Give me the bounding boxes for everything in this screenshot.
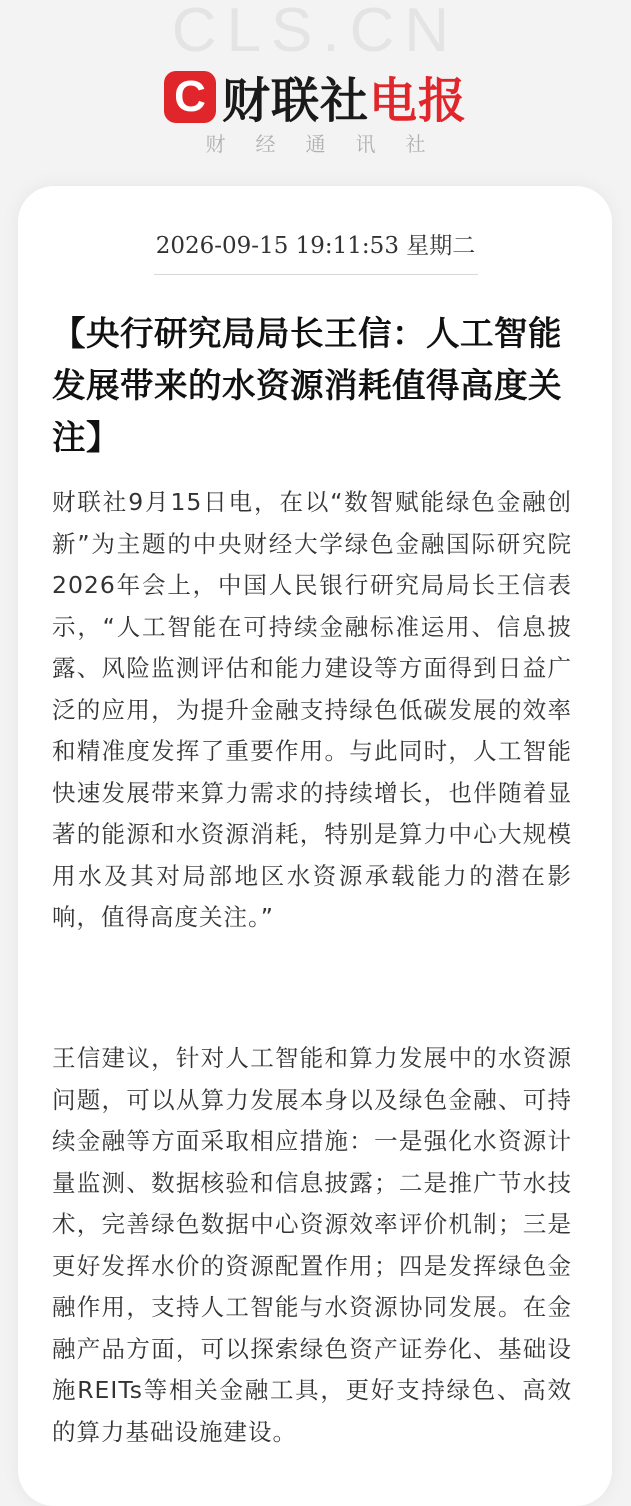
article-paragraph-1: 财联社9月15日电，在以“数智赋能绿色金融创新”为主题的中央财经大学绿色金融国际研究院2026年会上，中国人民银行研究局局长王信表示，“人工智能在可持续金融标准运用、信息披露、风险监测评估和能力建设等方面得到日益广泛的应用，为提升金融支持绿色低碳发展的效率和精准度发挥了重要作用。与此同时，人工智能快速发展带来算力需求的持续增长，也伴随着显著的能源和水资源消耗，特别是算力中心大规模用水及其对局部地区水资源承载能力的潜在影响，值得高度关注。” <box>52 488 572 931</box>
datetime-divider <box>154 274 478 275</box>
brand-name-part1: 财联社 <box>221 73 369 129</box>
article-headline: 【央行研究局局长王信：人工智能发展带来的水资源消耗值得高度关注】 <box>52 314 562 457</box>
article-paragraph-2: 王信建议，针对人工智能和算力发展中的水资源问题，可以从算力发展本身以及绿色金融、可持续金融等方面采取相应措施：一是强化水资源计量监测、数据核验和信息披露；二是推广节水技术，完善绿色数据中心资源效率评价机制；三是更好发挥水价的资源配置作用；四是发挥绿色金融作用，支持人工智能与水资源协同发展。在金融产品方面，可以探索绿色资产证券化、基础设施REITs等相关金融工具，更好支持绿色、高效的算力基础设施建设。 <box>52 1044 572 1446</box>
logo-c-icon <box>164 71 216 123</box>
watermark-text: CLS.CN <box>171 0 460 65</box>
article-datetime: 2026-09-15 19:11:53 星期二 <box>155 233 476 259</box>
brand-name-part2: 电报 <box>369 73 468 129</box>
brand-logo <box>0 62 631 131</box>
brand-subtitle: 财经通讯社 <box>205 132 456 156</box>
logo-glyph: C <box>174 71 206 121</box>
brand-name <box>222 62 467 131</box>
